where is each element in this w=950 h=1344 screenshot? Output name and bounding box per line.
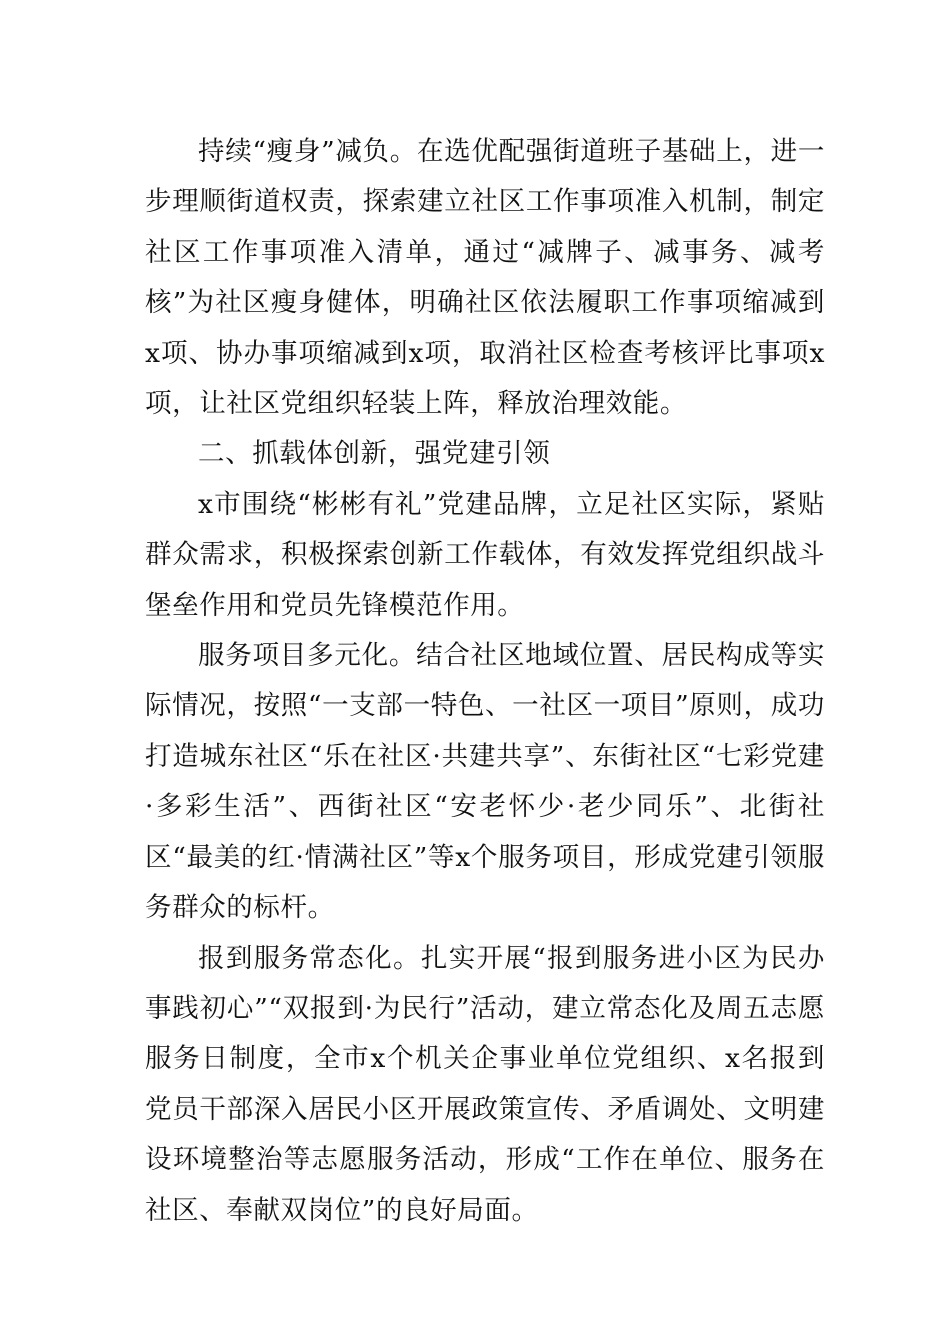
paragraph-reduce-burden: 持续“瘦身”减负。在选优配强街道班子基础上，进一步理顺街道权责，探索建立社区工作事项准入机制，制定社区工作事项准入清单，通过“减牌子、减事务、减考核”为社区瘦身健体，明确社区依法履职工作事项缩减到x项、协办事项缩减到x项，取消社区检查考核评比事项x项，让社区党组织轻装上阵，释放治理效能。	[145, 136, 825, 420]
paragraph-report-service: 报到服务常态化。扎实开展“报到服务进小区为民办事践初心”“双报到·为民行”活动，建立常态化及周五志愿服务日制度，全市x个机关企事业单位党组织、x名报到党员干部深入居民小区开展政策宣传、矛盾调处、文明建设环境整治等志愿服务活动，形成“工作在单位、服务在社区、奉献双岗位”的良好局面。	[145, 942, 825, 1226]
paragraph-party-brand: x市围绕“彬彬有礼”党建品牌，立足社区实际，紧贴群众需求，积极探索创新工作载体，有效发挥党组织战斗堡垒作用和党员先锋模范作用。	[145, 488, 825, 621]
paragraph-service-projects: 服务项目多元化。结合社区地域位置、居民构成等实际情况，按照“一支部一特色、一社区一项目”原则，成功打造城东社区“乐在社区·共建共享”、东街社区“七彩党建·多彩生活”、西街社区“安老怀少·老少同乐”、北街社区“最美的红·情满社区”等x个服务项目，形成党建引领服务群众的标杆。	[145, 640, 825, 924]
section-heading-two: 二、抓载体创新，强党建引领	[198, 438, 551, 470]
document-body	[145, 127, 825, 1236]
